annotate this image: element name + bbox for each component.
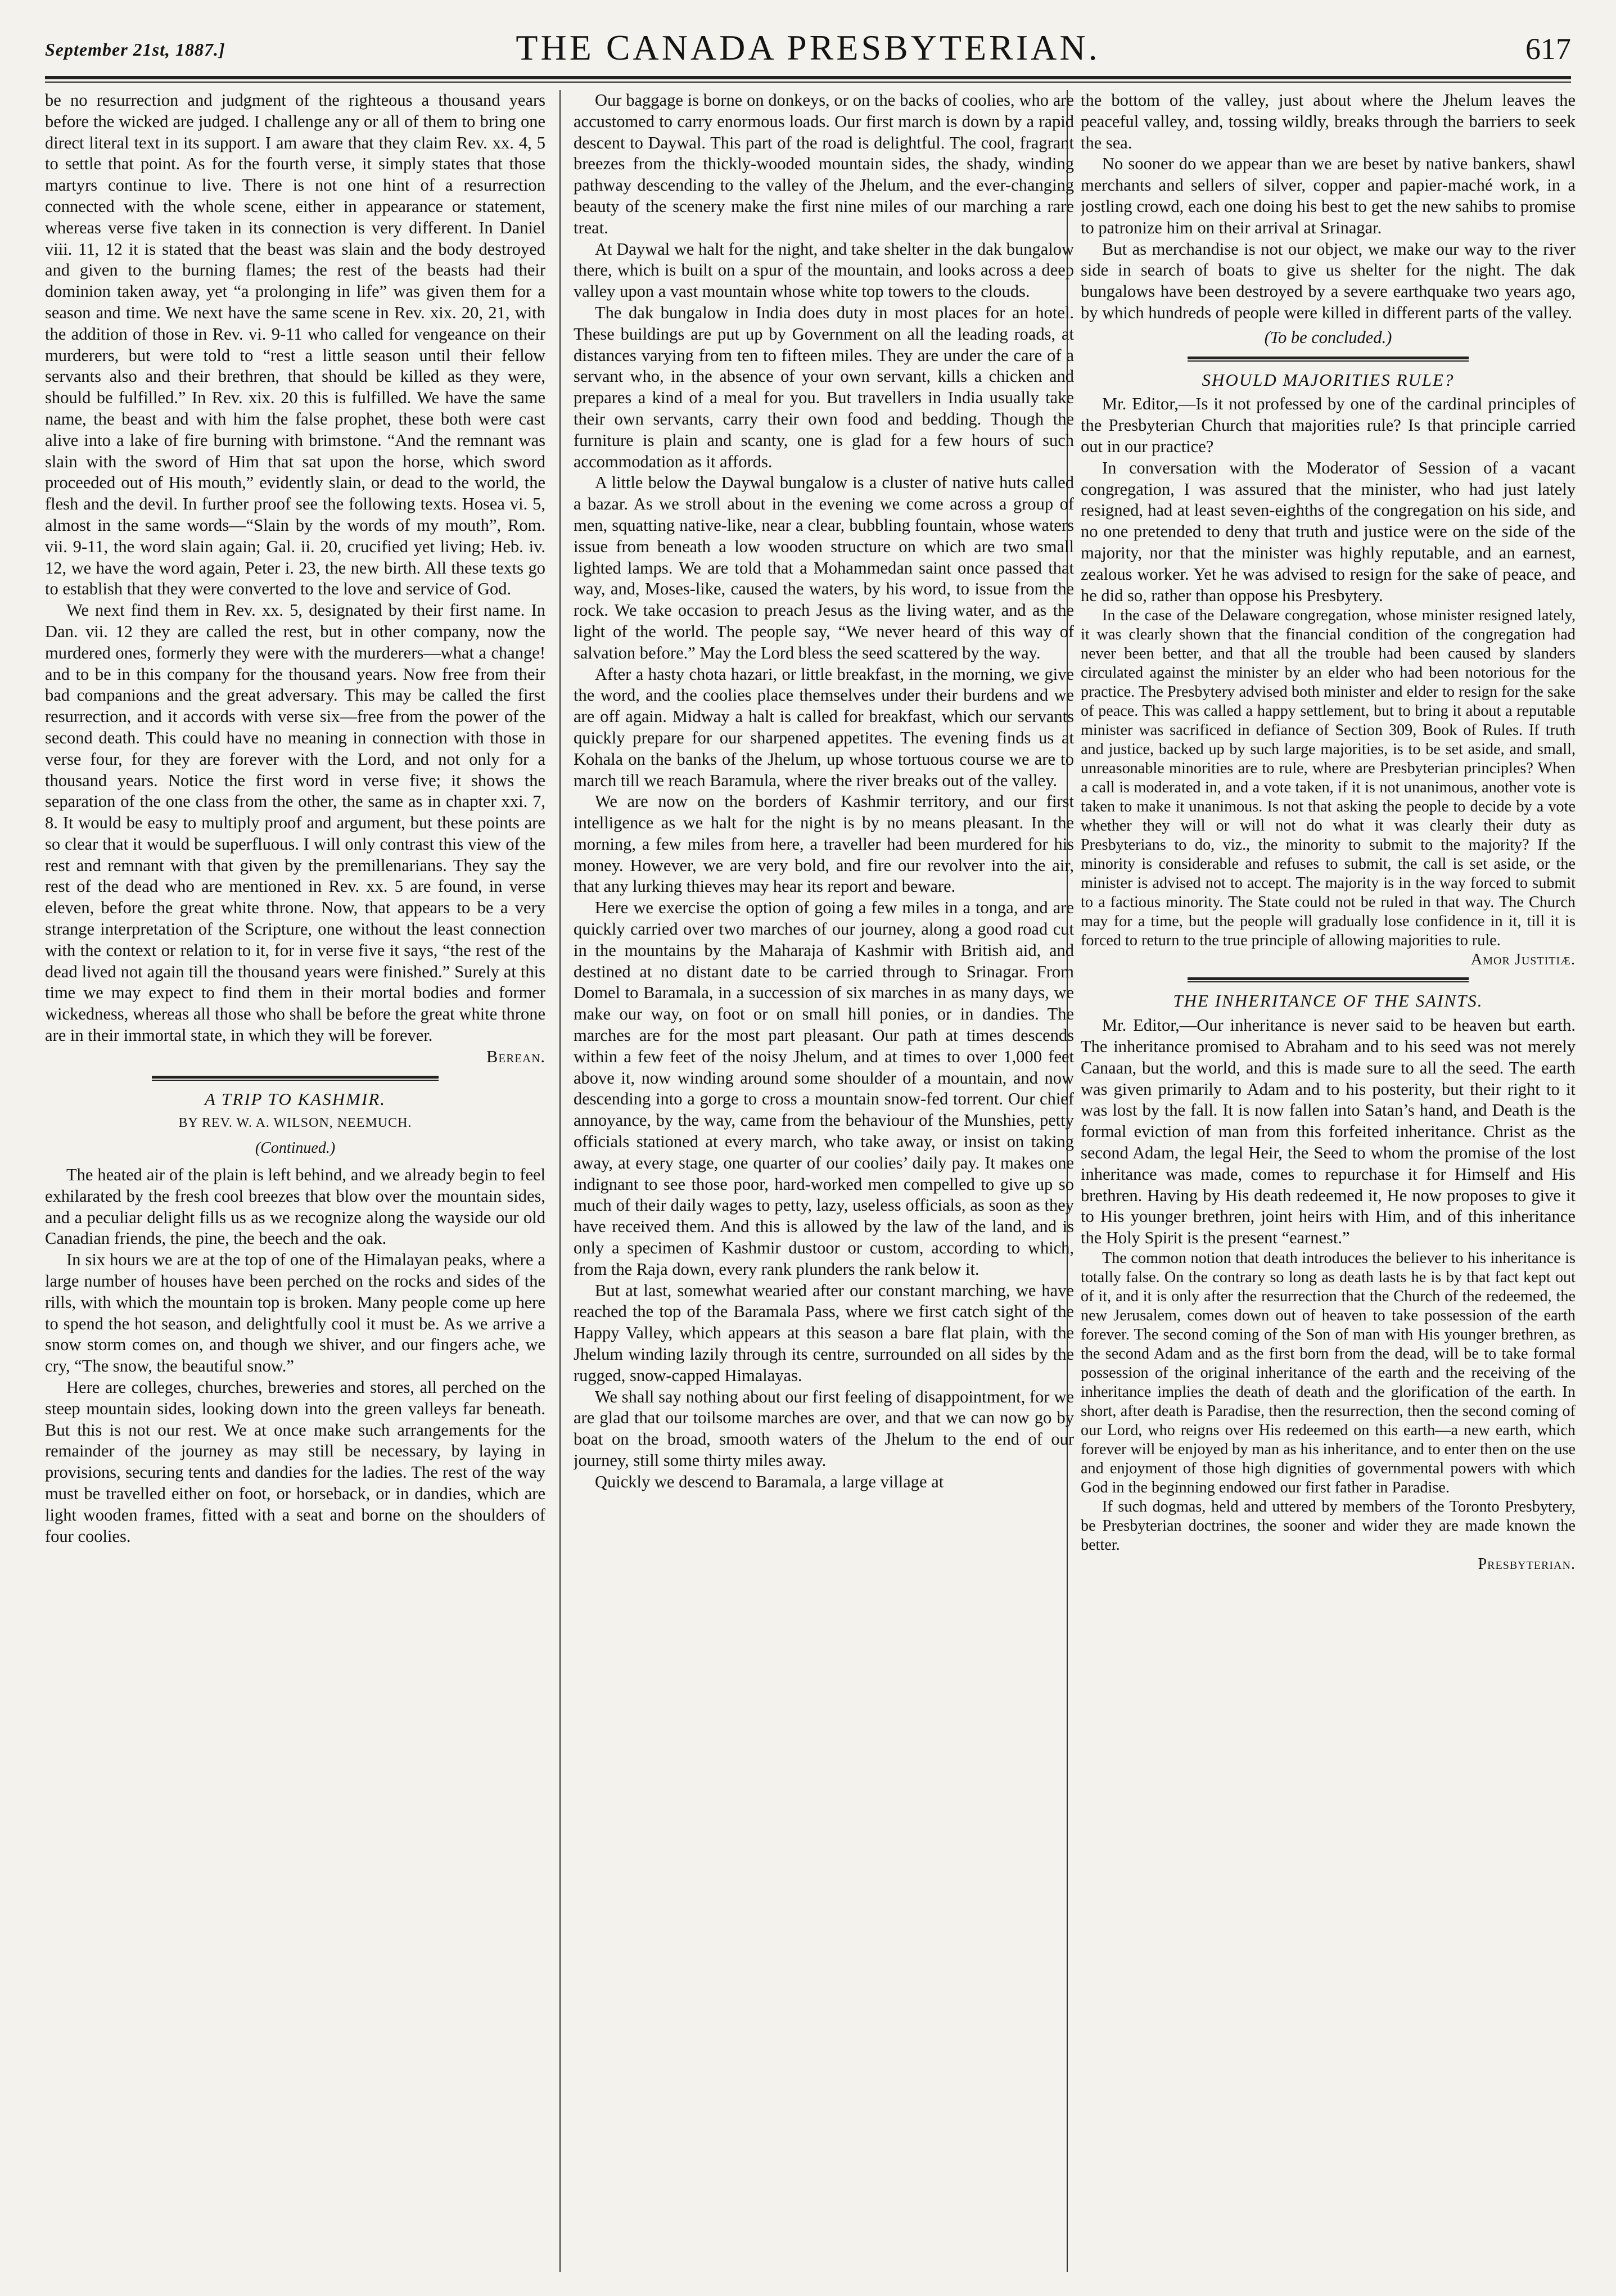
masthead <box>45 17 1571 73</box>
masthead-rule-thin <box>45 82 1571 83</box>
paragraph: If such dogmas, held and uttered by members of the Toronto Presbytery, be Presbyterian doctrines, the sooner and wider they are made known the better. <box>1081 1497 1576 1554</box>
article-title-majorities: SHOULD MAJORITIES RULE? <box>1202 369 1455 390</box>
paragraph: the bottom of the valley, just about where the Jhelum leaves the peaceful valley, and, tossing wildly, breaks through the barriers to seek the sea. <box>1081 91 1576 152</box>
signature-presbyterian: Presbyterian. <box>1478 1555 1576 1573</box>
column-2 <box>574 90 1074 2272</box>
article-title-kashmir: A TRIP TO KASHMIR. <box>205 1089 386 1109</box>
continued-note: (Continued.) <box>255 1139 336 1157</box>
paragraph: But at last, somewhat wearied after our constant marching, we have reached the top of the Baramala Pass, where we first catch sight of the Happy Valley, which appears at this season a bare flat plain, with the Jhelum winding lazily through its centre, surrounded on all sides by the rugged, snow-capped Himalayas. <box>574 1280 1074 1385</box>
paragraph: The common notion that death introduces the believer to his inheritance is totally false. On the contrary so long as death lasts he is by that fact kept out of it, and it is only after the resurrection that the Church of the redeemed, the new Jerusalem, comes down out of heaven to take possession of the earth forever. The second coming of the Son of man with His younger brethren, as the second Adam and as the first born from the dead, will be to take formal possession of the original inheritance of the earth and the receiving of the inheritance implies the death of death and the glorification of the earth. In short, after death is Paradise, then the resurrection, then the second coming of our Lord, who reigns over His redeemed on this earth—a new earth, which forever will be enjoyed by man as his inheritance, and to enter then on the use and enjoyment of those high dignities of governmental powers with which God in the beginning endowed our first father in Paradise. <box>1081 1249 1576 1496</box>
paragraph: We shall say nothing about our first feeling of disappointment, for we are glad that our toilsome marches are over, and that we can now go by boat on the broad, smooth waters of the Jhelum to the end of our journey, still some thirty miles away. <box>574 1387 1074 1470</box>
paragraph: Our baggage is borne on donkeys, or on the backs of coolies, who are accustomed to carry enormous loads. Our first march is down by a rapid descent to Daywal. This part of the road is delightful. The cool, fragrant breezes from the thickly-wooded mountain sides, the shady, winding pathway descending to the valley of the Jhelum, and the ever-changing beauty of the scenery make the first nine miles of our marching a rare treat. <box>574 91 1074 237</box>
column-1 <box>45 90 545 2272</box>
paragraph: Here are colleges, churches, breweries and stores, all perched on the steep mountain sides, looking down into the green valleys far beneath. But this is not our rest. We at once make such arrangements for the remainder of the journey as may still be necessary, by laying in provisions, securing tents and dandies for the ladies. The rest of the way must be travelled either on foot, or horseback, or in dandies, which are light wooden frames, fitted with a seat and borne on the shoulders of four coolies. <box>45 1378 545 1546</box>
column-3 <box>1081 90 1576 2272</box>
article-separator-thin <box>1188 360 1469 362</box>
paragraph: The dak bungalow in India does duty in most places for an hotel. These buildings are put up by Government on all the leading roads, at distances varying from ten to fifteen miles. They are under the care of a servant who, in the absence of your own servant, kills a chicken and prepares a kind of a meal for you. But travellers in India usually take their own servants, carry their own food and bedding. Though the furniture is plain and scanty, one is glad for a few hours of such accommodation as it affords. <box>574 303 1074 471</box>
issue-date: September 21st, 1887.] <box>45 39 225 60</box>
paragraph: In the case of the Delaware congregation, whose minister resigned lately, it was clearly shown that the financial condition of the congregation had never been better, and that all the trouble had been caused by slanders circulated against the minister by an elder who had been notorious for the practice. The Presbytery advised both minister and elder to resign for the sake of peace. This was called a happy settlement, but to bring it about a reputable minister was sacrificed in defiance of Section 309, Book of Rules. If truth and justice, backed up by such large majorities, is to be set aside, and small, unreasonable minorities are to rule, where are Presbyterian principles? When a call is moderated in, and a vote taken, if it is not unanimous, another vote is taken to make it unanimous. Is not that asking the people to decide by a vote whether they will or will not do what it was clearly their duty as Presbyterians to do, viz., the minority to submit to the majority? If the minority is considerable and refuses to submit, the call is set aside, or the minister is advised not to accept. The majority is in the way forced to submit to a factious minority. The State could not be ruled in that way. The Church may for a time, but the people will gradually lose confidence in it, till it is forced to return to the true principle of allowing majorities to rule. <box>1081 607 1576 950</box>
paragraph: After a hasty chota hazari, or little breakfast, in the morning, we give the word, and the coolies place themselves under their burdens and we are off again. Midway a halt is called for breakfast, which our servants quickly prepare for our sharpened appetites. The evening finds us at Kohala on the banks of the Jhelum, up whose tortuous course we are to march till we reach Baramula, where the river breaks out of the valley. <box>574 664 1074 790</box>
signature-amor-justitiae: Amor Justitiæ. <box>1470 951 1576 969</box>
column-divider <box>559 90 561 2272</box>
paragraph: Mr. Editor,—Is it not professed by one of the cardinal principles of the Presbyterian Church that majorities rule? Is that principle carried out in our practice? <box>1081 394 1576 456</box>
paragraph: The heated air of the plain is left behind, and we already begin to feel exhilarated by the fresh cool breezes that blow over the mountain sides, and a peculiar delight fills us as we recognize along the wayside our old Canadian friends, the pine, the beech and the oak. <box>45 1165 545 1248</box>
paragraph: At Daywal we halt for the night, and take shelter in the dak bungalow there, which is built on a spur of the mountain, and looks across a deep valley upon a vast mountain whose white top towers to the clouds. <box>574 239 1074 301</box>
article-title-inheritance: THE INHERITANCE OF THE SAINTS. <box>1173 991 1483 1011</box>
paragraph: A little below the Daywal bungalow is a cluster of native huts called a bazar. As we stroll about in the evening we come across a group of men, squatting native-like, near a clear, bubbling fountain, whose waters issue from beneath a low wooden structure on which are two small lighted lamps. We are told that a Mohammedan saint once passed that way, and, Moses-like, caused the waters, by his word, to issue from the rock. We take occasion to preach Jesus as the living water, and as the light of the world. The people say, “We never heard of this way of salvation before.” May the Lord bless the seed scattered by the way. <box>574 473 1074 662</box>
paragraph: In conversation with the Moderator of Session of a vacant congregation, I was assured that the minister, who had just lately resigned, had at least seven-eighths of the congregation on his side, and no one pretended to deny that truth and justice were on the side of the majority, nor that the minister was highly reputable, and an earnest, zealous worker. Yet he was advised to resign for the sake of peace, and he did so, rather than oppose his Presbytery. <box>1081 458 1576 605</box>
paragraph: be no resurrection and judgment of the righteous a thousand years before the wicked are judged. I challenge any or all of them to bring one direct literal text in its support. I am aware that they claim Rev. xx. 4, 5 to settle that point. As for the fourth verse, it simply states that those martyrs continue to live. There is not one hint of a resurrection connected with the whole scene, either in appearance or statement, whereas verse five taken in its connection is very different. In Daniel viii. 11, 12 it is stated that the beast was slain and the body destroyed and given to the burning flames; the rest of the beasts had their dominion taken away, yet “a prolonging in life” was given them for a season and time. We next have the same scene in Rev. xix. 20, 21, with the addition of those in Rev. vi. 9-11 who called for vengeance on their murderers, but were told to “rest a little season until their fellow servants also and their brethren, that should be killed as they were, should be fulfilled.” In Rev. xix. 20 this is fulfilled. We have the same name, the beast and with him the false prophet, these both were cast alive into a lake of fire burning with brimstone. “And the remnant was slain with the sword of Him that sat upon the horse, which sword proceeded out of His mouth,” evidently slain, or dead to the world, the flesh and the devil. In further proof see the following texts. Hosea vi. 5, almost in the same words—“Slain by the words of my mouth”, Rom. vii. 9-11, the word slain again; Gal. ii. 20, crucified yet living; Heb. iv. 12, we have the word again, Peter i. 23, the new birth. All these texts go to establish that they were converted to the love and service of God. <box>45 91 545 599</box>
article-separator <box>1188 977 1469 980</box>
paragraph: No sooner do we appear than we are beset by native bankers, shawl merchants and sellers of silver, copper and papier-maché work, in a jostling crowd, each one doing his best to get the new sahibs to promise to patronize him on their arrival at Srinagar. <box>1081 154 1576 237</box>
page-number: 617 <box>1525 32 1571 66</box>
paragraph: We are now on the borders of Kashmir territory, and our first intelligence as we halt for the night is by no means pleasant. In the morning, a few miles from here, a traveller had been murdered for his money. However, we are very bold, and fire our revolver into the air, that any lurking thieves may hear its report and beware. <box>574 792 1074 896</box>
article-separator-thin <box>1188 981 1469 982</box>
to-be-concluded-note: (To be concluded.) <box>1264 327 1392 347</box>
signature-berean: Berean. <box>486 1046 545 1066</box>
article-separator <box>152 1076 439 1079</box>
paragraph: But as merchandise is not our object, we make our way to the river side in search of boats to give us shelter for the night. The dak bungalows have been destroyed by a severe earthquake two years ago, by which hundreds of people were killed in different parts of the valley. <box>1081 239 1576 322</box>
newspaper-title: THE CANADA PRESBYTERIAN. <box>516 28 1100 67</box>
article-separator <box>1188 357 1469 359</box>
paragraph: Here we exercise the option of going a few miles in a tonga, and are quickly carried over two marches of our journey, along a good road cut in the mountains by the Maharaja of Kashmir with British aid, and destined at no distant date to be carried through to Srinagar. From Domel to Baramala, in a succession of six marches in as many days, we make our way, on foot or on small hill ponies, or in dandies. The marches are for the most part pleasant. Our path at times descends within a few feet of the noisy Jhelum, and at times to over 1,000 feet above it, now winding around some shoulder of a mountain, and now descending into a gorge to cross a mountain snow-fed torrent. Our chief annoyance, by the way, came from the behaviour of the Munshies, petty officials stationed at every march, who take away, or insist on taking away, at every stage, one quarter of our coolies’ daily pay. It makes one indignant to see those poor, hard-worked men compelled to give up so much of their daily wages to petty, lazy, useless officials, as soon as they have received them. And this is allowed by the law of the land, and is only a specimen of Kashmir dustoor or custom, according to which, from the Raja down, every rank plunders the rank below it. <box>574 898 1074 1279</box>
masthead-rule <box>45 76 1571 79</box>
paragraph: Quickly we descend to Baramala, a large village at <box>595 1472 944 1491</box>
paragraph: We next find them in Rev. xx. 5, designated by their first name. In Dan. vii. 12 they are called the rest, but in other company, now the murdered ones, formerly they were with the murderers—what a change! and to be in this company for the thousand years. Now free from their bad companions and the great adversary. This may be called the first resurrection, and it accords with verse six—free from the power of the second death. This could have no meaning in connection with those in verse four, for they are forever with the Lord, and not only for a thousand years. Notice the first word in verse five; it shows the separation of the one class from the other, the same as in chapter xxi. 7, 8. It would be easy to multiply proof and argument, but these points are so clear that it would be superfluous. I will only contrast this view of the rest and remnant with that given by the premillenarians. They say the rest of the dead who are mentioned in Rev. xx. 5 are found, in verse eleven, before the great white throne. Now, that appears to be a very strange interpretation of the Scripture, one without the least connection with the context or relation to it, for in verse five it says, “the rest of the dead lived not again till the thousand years were finished.” Surely at this time we may expect to find them in their mortal bodies and former wickedness, whereas all those who shall be before the great white throne are in their immortal state, in which they will be forever. <box>45 601 545 1045</box>
paragraph: Mr. Editor,—Our inheritance is never said to be heaven but earth. The inheritance promised to Abraham and to his seed was not merely Canaan, but the world, and this is made sure to all the seed. The earth was given primarily to Adam and to his posterity, but their right to it was lost by the fall. It is now fallen into Satan’s hand, and Death is the formal eviction of man from this forfeited inheritance. Christ as the second Adam, the legal Heir, the Seed to whom the promise of the lost inheritance was made, comes to repurchase it for Himself and His brethren. Having by His death redeemed it, He now proposes to give it to His younger brethren, joint heirs with Him, and of this inheritance the Holy Spirit is the present “earnest.” <box>1081 1016 1576 1248</box>
byline: BY REV. W. A. WILSON, NEEMUCH. <box>178 1116 412 1131</box>
paragraph: In six hours we are at the top of one of the Himalayan peaks, where a large number of houses have been perched on the rocks and sides of the rills, with which the mountain top is broken. Many people come up here to spend the hot season, and delightfully cool it must be. As we arrive a snow storm comes on, and though we shiver, and our fingers ache, we cry, “The snow, the beautiful snow.” <box>45 1250 545 1376</box>
article-separator-thin <box>152 1080 439 1081</box>
